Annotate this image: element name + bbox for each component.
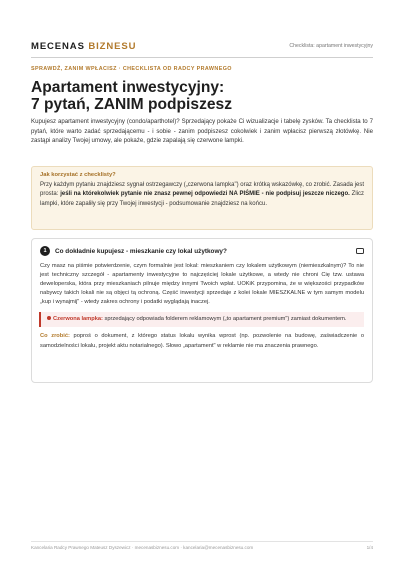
- howto-text-part-2: Zlicz lampki, które zapaliły się przy Twojej inwestycji - podsumowanie znajdziesz na końcu.: [40, 191, 365, 207]
- question-title: Co dokładnie kupujesz - mieszkanie czy lokal użytkowy?: [55, 247, 227, 255]
- red-flag-text: sprzedający odpowiada folderem reklamowym („to apartament premium") zamiast dokumentem.: [102, 316, 347, 323]
- howto-text: [40, 181, 364, 209]
- red-flag-box: [39, 312, 364, 327]
- checkbox-icon[interactable]: [356, 248, 364, 254]
- todo-label: Co zrobić:: [40, 333, 70, 340]
- footer-contact: Kancelaria Radcy Prawnego Mateusz Dyszewicz · mecenasbiznesu.com · kancelaria@mecenasbiznesu.com: [31, 545, 254, 550]
- howto-title: Jak korzystać z checklisty?: [40, 172, 116, 178]
- question-header: [40, 245, 364, 257]
- header-divider: [31, 57, 373, 58]
- brand-logo: [31, 41, 136, 52]
- howto-text-bold: jeśli na którekolwiek pytanie nie znasz pewnej odpowiedzi NA PIŚMIE - nie podpisuj jeszcze niczego.: [60, 191, 350, 198]
- question-number-badge: 1: [40, 246, 50, 256]
- intro-paragraph: Kupujesz apartament inwestycyjny (condo/aparthotel)? Sprzedający pokaże Ci wizualizacje i tabelę zysków. Ta checklista to 7 pytań, które warto zadać sprzedającemu - i sobie - zanim podpiszesz cokolwiek i zanim wpłacisz pierwszą złotówkę. Nie zastąpi analizy Twojej umowy, ale pokaże, gdzie zapalają się czerwone lampki.: [31, 118, 373, 145]
- footer-divider: [31, 541, 373, 542]
- page-footer: [31, 545, 373, 550]
- howto-box: [31, 166, 373, 230]
- page-header: [31, 38, 373, 54]
- todo-paragraph: [40, 332, 364, 350]
- title-line-2: 7 pytań, ZANIM podpiszesz: [31, 96, 233, 113]
- howto-text-part-1: Przy każdym pytaniu znajdziesz sygnał ostrzegawczy („czerwona lampka") oraz krótką wskazówkę, co zrobić. Zasada jest prosta:: [40, 182, 364, 198]
- question-body: Czy masz na piśmie potwierdzenie, czym formalnie jest lokal: mieszkaniem czy lokalem użytkowym (niemieszkalnym)? To nie jest techniczny szczegół - apartamenty inwestycyjne to najczęściej lokale użytkowe, a wtedy nie chroni Cię tzw. ustawa deweloperska, która przy mieszkaniach pilnuje między innymi Twoich wpłat. UOKiK przypomina, że w większości przypadków nabywcy takich lokali nie są objęci tą ochroną. Część inwestycji sprzedaje z kolei lokale MIESZKALNE w tym samym modelu „kup i wynajmij" - wtedy zakres ochrony i podatki wyglądają inaczej.: [40, 263, 364, 306]
- logo-primary: MECENAS: [31, 40, 85, 52]
- page-number: 1/4: [366, 545, 373, 550]
- title-line-1: Apartament inwestycyjny:: [31, 79, 225, 96]
- eyebrow-label: SPRAWDŹ, ZANIM WPŁACISZ · CHECKLISTA OD RADCY PRAWNEGO: [31, 66, 232, 72]
- header-document-label: Checklista: apartament inwestycyjny: [289, 43, 373, 49]
- logo-accent: BIZNESU: [88, 40, 137, 52]
- page-title: [31, 79, 232, 113]
- todo-text: poproś o dokument, z którego status lokalu wynika wprost (np. pozwolenie na budowę, zaświadczenie o samodzielności lokalu, projekt aktu notarialnego). Słowo „apartament" w reklamie nie ma znaczenia prawnego.: [40, 333, 364, 349]
- question-card: [31, 238, 373, 383]
- red-flag-label: Czerwona lampka:: [53, 316, 103, 323]
- red-dot-icon: [47, 316, 51, 320]
